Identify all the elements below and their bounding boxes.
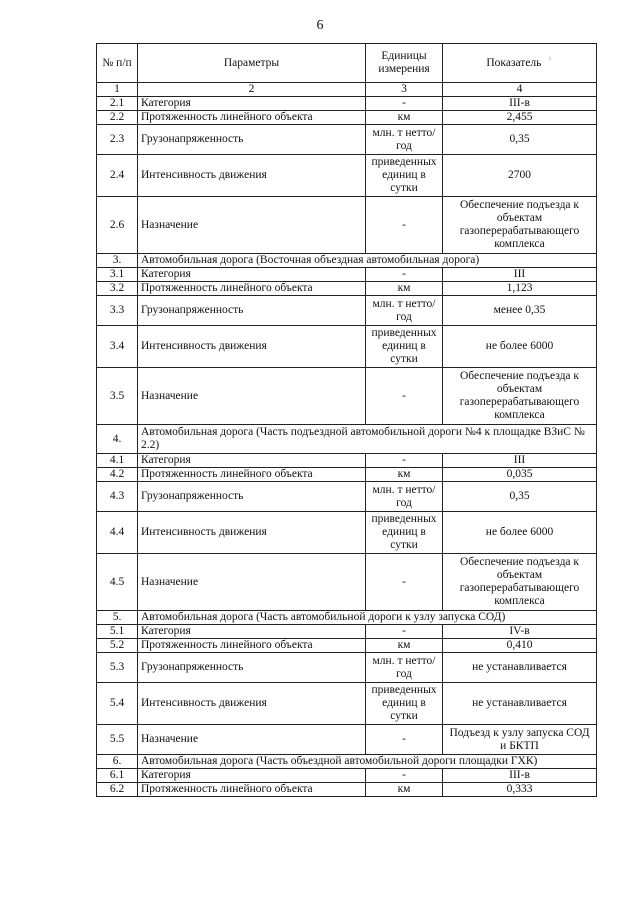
header-unit: Единицы измерения: [366, 44, 443, 83]
row-number: 5.3: [97, 653, 138, 683]
header-num: № п/п: [97, 44, 138, 83]
value-cell: Обеспечение подъезда к объектам газоперерабатывающего комплекса: [443, 197, 597, 254]
row-number: 6.2: [97, 783, 138, 797]
parameter-name: Протяженность линейного объекта: [138, 282, 366, 296]
section-row: [97, 755, 597, 769]
unit-cell: приведенных единиц в сутки: [366, 512, 443, 554]
table-row: [97, 683, 597, 725]
row-number: 5.4: [97, 683, 138, 725]
parameter-name: Категория: [138, 97, 366, 111]
header-param: Параметры: [138, 44, 366, 83]
unit-cell: млн. т нетто/год: [366, 482, 443, 512]
unit-cell: -: [366, 368, 443, 425]
header-value-label: Показатель: [486, 56, 542, 69]
unit-cell: млн. т нетто/год: [366, 125, 443, 155]
unit-cell: км: [366, 468, 443, 482]
index-cell: 3: [366, 83, 443, 97]
table-row: [97, 296, 597, 326]
unit-cell: млн. т нетто/год: [366, 296, 443, 326]
unit-cell: -: [366, 625, 443, 639]
table-row: [97, 783, 597, 797]
value-cell: 0,035: [443, 468, 597, 482]
table-row: [97, 111, 597, 125]
parameter-name: Назначение: [138, 368, 366, 425]
section-row: [97, 611, 597, 625]
table-row: [97, 197, 597, 254]
row-number: 3.4: [97, 326, 138, 368]
row-number: 4.5: [97, 554, 138, 611]
unit-cell: -: [366, 268, 443, 282]
row-number: 5.2: [97, 639, 138, 653]
unit-cell: -: [366, 454, 443, 468]
parameter-name: Грузонапряженность: [138, 296, 366, 326]
table-row: [97, 639, 597, 653]
table-row: [97, 554, 597, 611]
unit-cell: приведенных единиц в сутки: [366, 326, 443, 368]
section-title: Автомобильная дорога (Восточная объездная автомобильная дорога): [138, 254, 597, 268]
parameter-name: Категория: [138, 769, 366, 783]
parameter-name: Грузонапряженность: [138, 653, 366, 683]
table-row: [97, 725, 597, 755]
page-number: 6: [316, 18, 324, 33]
row-number: 3.2: [97, 282, 138, 296]
row-number: 2.1: [97, 97, 138, 111]
row-number: 4.4: [97, 512, 138, 554]
value-cell: 0,35: [443, 482, 597, 512]
index-cell: 2: [138, 83, 366, 97]
parameter-name: Интенсивность движения: [138, 326, 366, 368]
value-cell: 0,333: [443, 783, 597, 797]
unit-cell: млн. т нетто/год: [366, 653, 443, 683]
table-row: [97, 468, 597, 482]
value-cell: III-в: [443, 769, 597, 783]
value-cell: 0,35: [443, 125, 597, 155]
parameter-name: Интенсивность движения: [138, 512, 366, 554]
table-header-row: [97, 44, 597, 83]
unit-cell: -: [366, 769, 443, 783]
table-row: [97, 482, 597, 512]
section-title: Автомобильная дорога (Часть автомобильной дороги к узлу запуска СОД): [138, 611, 597, 625]
index-cell: 4: [443, 83, 597, 97]
value-cell: Подъезд к узлу запуска СОД и БКТП: [443, 725, 597, 755]
parameter-name: Назначение: [138, 725, 366, 755]
unit-cell: приведенных единиц в сутки: [366, 683, 443, 725]
value-cell: менее 0,35: [443, 296, 597, 326]
row-number: 5.1: [97, 625, 138, 639]
index-cell: 1: [97, 83, 138, 97]
row-number: 4.2: [97, 468, 138, 482]
pen-mark: ⸯ: [547, 57, 553, 68]
value-cell: не устанавливается: [443, 683, 597, 725]
value-cell: не более 6000: [443, 326, 597, 368]
row-number: 3.1: [97, 268, 138, 282]
unit-cell: -: [366, 197, 443, 254]
section-number: 4.: [97, 425, 138, 454]
value-cell: не устанавливается: [443, 653, 597, 683]
row-number: 6.1: [97, 769, 138, 783]
value-cell: III: [443, 268, 597, 282]
table-row: [97, 653, 597, 683]
parameter-name: Категория: [138, 625, 366, 639]
unit-cell: км: [366, 111, 443, 125]
value-cell: 2700: [443, 155, 597, 197]
table-row: [97, 454, 597, 468]
table-row: [97, 268, 597, 282]
unit-cell: приведенных единиц в сутки: [366, 155, 443, 197]
parameter-name: Категория: [138, 268, 366, 282]
table-row: [97, 155, 597, 197]
section-number: 5.: [97, 611, 138, 625]
table-row: [97, 282, 597, 296]
section-title: Автомобильная дорога (Часть объездной автомобильной дороги площадки ГХК): [138, 755, 597, 769]
header-value: [443, 44, 597, 83]
row-number: 3.5: [97, 368, 138, 425]
value-cell: III: [443, 454, 597, 468]
parameters-table-body: [97, 44, 597, 797]
value-cell: 2,455: [443, 111, 597, 125]
parameter-name: Назначение: [138, 197, 366, 254]
value-cell: Обеспечение подъезда к объектам газоперерабатывающего комплекса: [443, 554, 597, 611]
value-cell: 0,410: [443, 639, 597, 653]
table-index-row: [97, 83, 597, 97]
parameter-name: Протяженность линейного объекта: [138, 468, 366, 482]
section-title: Автомобильная дорога (Часть подъездной автомобильной дороги №4 к площадке ВЗиС № 2.2): [138, 425, 597, 454]
table-row: [97, 512, 597, 554]
table-row: [97, 125, 597, 155]
row-number: 2.3: [97, 125, 138, 155]
section-number: 6.: [97, 755, 138, 769]
row-number: 2.2: [97, 111, 138, 125]
unit-cell: км: [366, 282, 443, 296]
parameter-name: Категория: [138, 454, 366, 468]
table-row: [97, 625, 597, 639]
row-number: 2.6: [97, 197, 138, 254]
value-cell: Обеспечение подъезда к объектам газоперерабатывающего комплекса: [443, 368, 597, 425]
value-cell: IV-в: [443, 625, 597, 639]
table-row: [97, 326, 597, 368]
row-number: 5.5: [97, 725, 138, 755]
table-row: [97, 769, 597, 783]
section-row: [97, 425, 597, 454]
table-row: [97, 97, 597, 111]
table-row: [97, 368, 597, 425]
section-number: 3.: [97, 254, 138, 268]
parameter-name: Грузонапряженность: [138, 482, 366, 512]
unit-cell: км: [366, 783, 443, 797]
value-cell: не более 6000: [443, 512, 597, 554]
unit-cell: -: [366, 97, 443, 111]
row-number: 4.1: [97, 454, 138, 468]
section-row: [97, 254, 597, 268]
parameter-name: Назначение: [138, 554, 366, 611]
unit-cell: км: [366, 639, 443, 653]
parameter-name: Интенсивность движения: [138, 683, 366, 725]
value-cell: III-в: [443, 97, 597, 111]
parameter-name: Протяженность линейного объекта: [138, 639, 366, 653]
parameter-name: Интенсивность движения: [138, 155, 366, 197]
parameters-table: [96, 43, 597, 797]
row-number: 3.3: [97, 296, 138, 326]
parameter-name: Протяженность линейного объекта: [138, 783, 366, 797]
unit-cell: -: [366, 725, 443, 755]
row-number: 4.3: [97, 482, 138, 512]
parameter-name: Грузонапряженность: [138, 125, 366, 155]
parameter-name: Протяженность линейного объекта: [138, 111, 366, 125]
value-cell: 1,123: [443, 282, 597, 296]
unit-cell: -: [366, 554, 443, 611]
row-number: 2.4: [97, 155, 138, 197]
